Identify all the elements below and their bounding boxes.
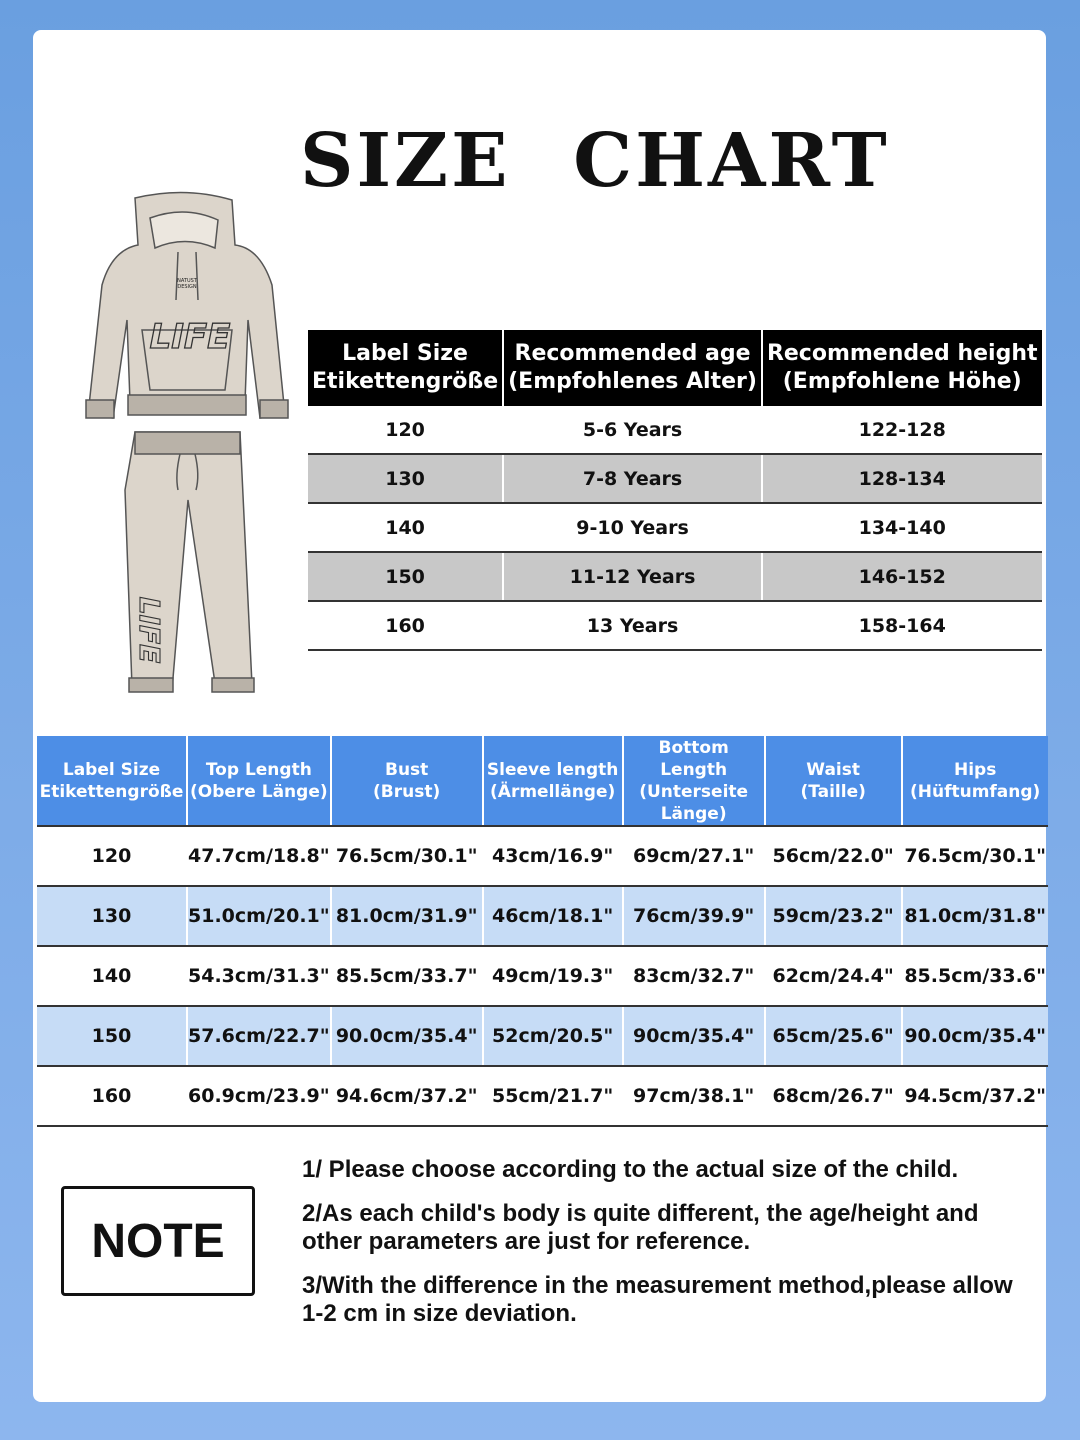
header-label-size: Label Size Etikettengröße (308, 330, 503, 406)
note-line-2: 2/As each child's body is quite different, the age/height and other parameters are just for reference. (302, 1200, 979, 1255)
page-title: SIZE CHART (300, 118, 890, 204)
pants-graphic-text: LIFE (133, 596, 166, 664)
table-row: 120 47.7cm/18.8" 76.5cm/30.1" 43cm/16.9" 69cm/27.1" 56cm/22.0" 76.5cm/30.1" (37, 826, 1048, 886)
table-row: 160 13 Years 158-164 (308, 601, 1042, 650)
table-row: 150 57.6cm/22.7" 90.0cm/35.4" 52cm/20.5" 90cm/35.4" 65cm/25.6" 90.0cm/35.4" (37, 1006, 1048, 1066)
note-label: NOTE (61, 1186, 255, 1296)
table-row: 120 5-6 Years 122-128 (308, 406, 1042, 454)
header-sleeve-length: Sleeve length (Ärmellänge) (483, 736, 623, 826)
header-top-length: Top Length (Obere Länge) (187, 736, 331, 826)
hoodie-graphic-text: LIFE (149, 317, 231, 357)
measurements-table (37, 736, 1048, 1127)
header-recommended-age: Recommended age (Empfohlenes Alter) (503, 330, 762, 406)
table-row: 140 54.3cm/31.3" 85.5cm/33.7" 49cm/19.3" 83cm/32.7" 62cm/24.4" 85.5cm/33.6" (37, 946, 1048, 1006)
hoodie-brand-line-1: NATUST (177, 278, 197, 284)
note-text (302, 1156, 1022, 1344)
age-height-table (308, 330, 1042, 651)
table-row: 140 9-10 Years 134-140 (308, 503, 1042, 552)
header-waist: Waist (Taille) (765, 736, 902, 826)
hoodie-drawing (86, 192, 288, 418)
header-bust: Bust (Brust) (331, 736, 483, 826)
header-label-size: Label Size Etikettengröße (37, 736, 187, 826)
table-row: 130 51.0cm/20.1" 81.0cm/31.9" 46cm/18.1" 76cm/39.9" 59cm/23.2" 81.0cm/31.8" (37, 886, 1048, 946)
hoodie-brand-line-2: DESIGN (177, 284, 197, 290)
table-row: 160 60.9cm/23.9" 94.6cm/37.2" 55cm/21.7" 97cm/38.1" 68cm/26.7" 94.5cm/37.2" (37, 1066, 1048, 1126)
note-line-1: 1/ Please choose according to the actual size of the child. (302, 1156, 959, 1183)
table-row: 150 11-12 Years 146-152 (308, 552, 1042, 601)
tracksuit-illustration (80, 190, 295, 720)
header-bottom-length: Bottom Length (Unterseite Länge) (623, 736, 765, 826)
note-line-3: 3/With the difference in the measurement method,please allow 1-2 cm in size deviation. (302, 1272, 1013, 1327)
header-hips: Hips (Hüftumfang) (902, 736, 1048, 826)
header-recommended-height: Recommended height (Empfohlene Höhe) (762, 330, 1042, 406)
table-row: 130 7-8 Years 128-134 (308, 454, 1042, 503)
